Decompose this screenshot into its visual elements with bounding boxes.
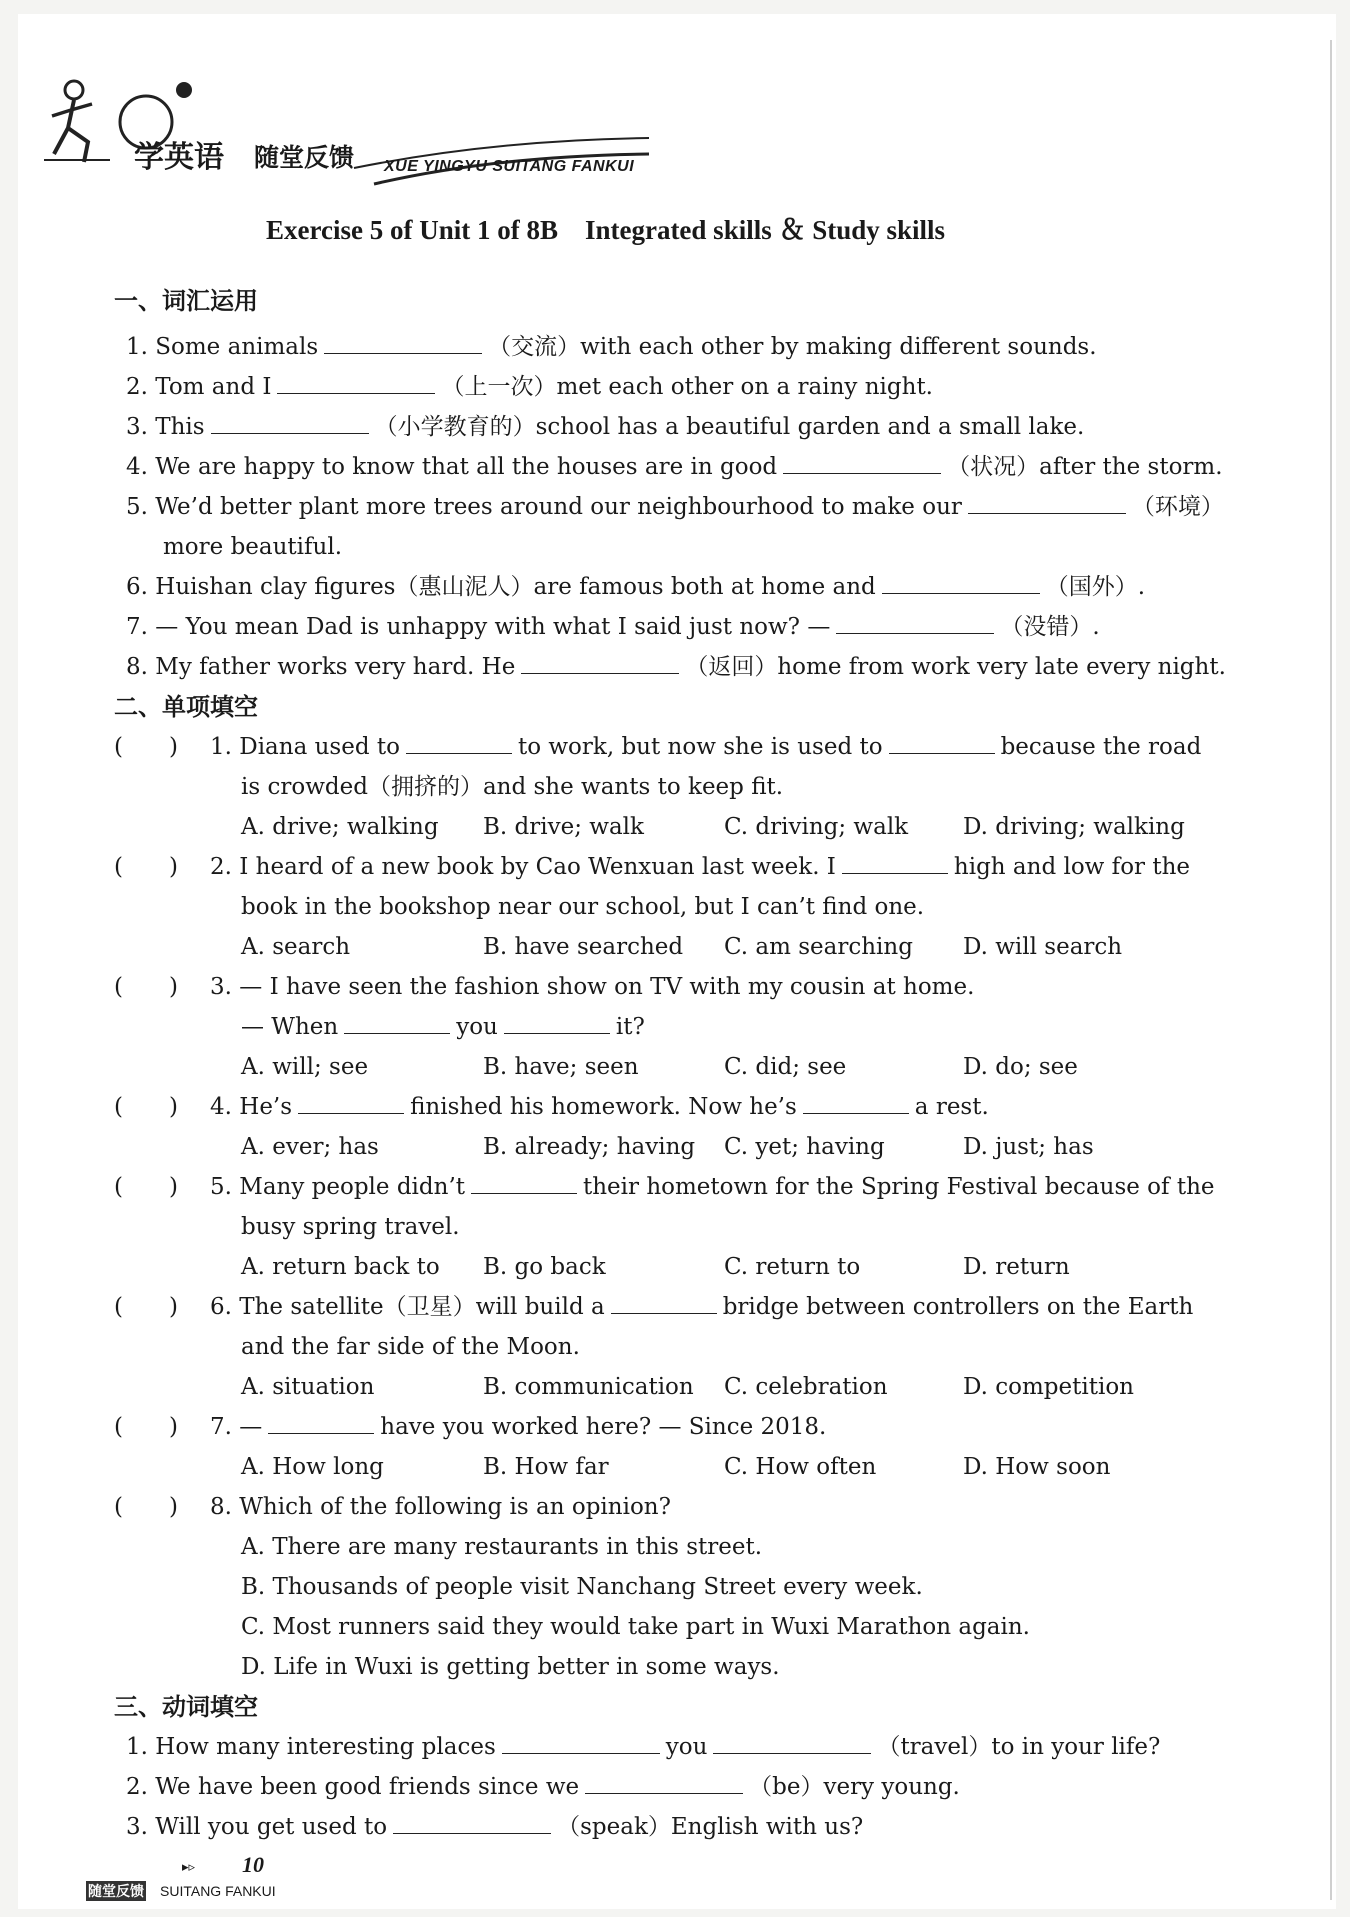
- vocab-item-2: 2. Tom and I （上一次）met each other on a rainy night.: [126, 367, 933, 407]
- answer-bracket[interactable]: ( ): [114, 974, 178, 1000]
- vocab-item-5-continued: more beautiful.: [163, 534, 343, 560]
- option-c[interactable]: C. driving; walk: [724, 814, 909, 840]
- option-c[interactable]: C. am searching: [724, 934, 913, 960]
- page-title: Exercise 5 of Unit 1 of 8B Integrated skills ＆ Study skills: [266, 215, 946, 245]
- choice-question-5-continued: busy spring travel.: [241, 1214, 460, 1240]
- arrow-right-icon: ▸▹: [182, 1860, 196, 1875]
- answer-bracket[interactable]: ( ): [114, 734, 178, 760]
- answer-blank[interactable]: [882, 571, 1040, 594]
- section-heading-vocabulary: 一、词汇运用: [114, 287, 258, 315]
- option-b[interactable]: B. go back: [483, 1254, 606, 1280]
- answer-blank[interactable]: [406, 731, 512, 754]
- option-b[interactable]: B. Thousands of people visit Nanchang Street every week.: [241, 1574, 923, 1600]
- verb-item-3: 3. Will you get used to （speak）English with us?: [126, 1807, 863, 1847]
- vocab-item-7: 7. — You mean Dad is unhappy with what I said just now? — （没错）.: [126, 607, 1100, 647]
- section-heading-verb-fill: 三、动词填空: [114, 1693, 258, 1721]
- choice-question-4: 4. He’s finished his homework. Now he’s a rest.: [210, 1087, 989, 1127]
- option-c[interactable]: C. yet; having: [724, 1134, 885, 1160]
- option-a[interactable]: A. will; see: [241, 1054, 369, 1080]
- option-c[interactable]: C. Most runners said they would take part in Wuxi Marathon again.: [241, 1614, 1030, 1640]
- answer-blank[interactable]: [268, 1411, 374, 1434]
- answer-blank[interactable]: [521, 651, 679, 674]
- answer-blank[interactable]: [611, 1291, 717, 1314]
- answer-blank[interactable]: [277, 371, 435, 394]
- vocab-item-3: 3. This （小学教育的）school has a beautiful garden and a small lake.: [126, 407, 1084, 447]
- option-b[interactable]: B. already; having: [483, 1134, 696, 1160]
- option-a[interactable]: A. ever; has: [241, 1134, 379, 1160]
- verb-item-1: 1. How many interesting places you （travel）to in your life?: [126, 1727, 1160, 1767]
- option-b[interactable]: B. communication: [483, 1374, 694, 1400]
- header-logo: [44, 76, 664, 186]
- option-d[interactable]: D. will search: [963, 934, 1123, 960]
- option-c[interactable]: C. did; see: [724, 1054, 847, 1080]
- option-d[interactable]: D. just; has: [963, 1134, 1094, 1160]
- choice-question-1: 1. Diana used to to work, but now she is used to because the road: [210, 727, 1201, 767]
- option-d[interactable]: D. How soon: [963, 1454, 1111, 1480]
- choice-question-2: 2. I heard of a new book by Cao Wenxuan last week. I high and low for the: [210, 847, 1190, 887]
- option-a[interactable]: A. drive; walking: [241, 814, 439, 840]
- choice-question-1-continued: is crowded（拥挤的）and she wants to keep fit.: [241, 774, 784, 800]
- answer-blank[interactable]: [502, 1731, 660, 1754]
- option-a[interactable]: A. return back to: [241, 1254, 440, 1280]
- vocab-item-1: 1. Some animals （交流）with each other by making different sounds.: [126, 327, 1097, 367]
- logo-chinese-subtitle: 随堂反馈: [254, 143, 355, 172]
- answer-blank[interactable]: [713, 1731, 871, 1754]
- option-a[interactable]: A. situation: [241, 1374, 375, 1400]
- logo-english: XUE YINGYU SUITANG FANKUI: [384, 158, 635, 175]
- vocab-item-4: 4. We are happy to know that all the houses are in good （状况）after the storm.: [126, 447, 1223, 487]
- answer-blank[interactable]: [471, 1171, 577, 1194]
- answer-blank[interactable]: [504, 1011, 610, 1034]
- answer-blank[interactable]: [968, 491, 1126, 514]
- option-c[interactable]: C. celebration: [724, 1374, 888, 1400]
- answer-bracket[interactable]: ( ): [114, 1414, 178, 1440]
- answer-bracket[interactable]: ( ): [114, 1174, 178, 1200]
- option-d[interactable]: D. competition: [963, 1374, 1134, 1400]
- choice-question-2-continued: book in the bookshop near our school, but I can’t find one.: [241, 894, 925, 920]
- answer-blank[interactable]: [344, 1011, 450, 1034]
- page-footer: [86, 1852, 346, 1904]
- vocab-item-5: 5. We’d better plant more trees around our neighbourhood to make our （环境）: [126, 487, 1224, 527]
- worksheet-page: [18, 14, 1336, 1909]
- answer-blank[interactable]: [324, 331, 482, 354]
- answer-blank[interactable]: [211, 411, 369, 434]
- option-d[interactable]: D. return: [963, 1254, 1070, 1280]
- choice-question-3: 3. — I have seen the fashion show on TV with my cousin at home.: [210, 974, 975, 1000]
- answer-blank[interactable]: [889, 731, 995, 754]
- option-c[interactable]: C. return to: [724, 1254, 861, 1280]
- answer-blank[interactable]: [836, 611, 994, 634]
- answer-bracket[interactable]: ( ): [114, 854, 178, 880]
- option-b[interactable]: B. How far: [483, 1454, 609, 1480]
- option-b[interactable]: B. have; seen: [483, 1054, 639, 1080]
- choice-question-7: 7. — have you worked here? — Since 2018.: [210, 1407, 826, 1447]
- page-number: 10: [242, 1852, 264, 1877]
- choice-question-3-continued: — When you it?: [241, 1007, 645, 1047]
- answer-blank[interactable]: [298, 1091, 404, 1114]
- option-a[interactable]: A. There are many restaurants in this street.: [241, 1534, 763, 1560]
- option-c[interactable]: C. How often: [724, 1454, 877, 1480]
- logo-chinese-title: 学英语: [134, 140, 224, 175]
- vocab-item-6: 6. Huishan clay figures（惠山泥人）are famous both at home and （国外）.: [126, 567, 1145, 607]
- answer-blank[interactable]: [803, 1091, 909, 1114]
- scan-edge: [1330, 40, 1332, 1900]
- answer-bracket[interactable]: ( ): [114, 1294, 178, 1320]
- answer-blank[interactable]: [585, 1771, 743, 1794]
- answer-blank[interactable]: [783, 451, 941, 474]
- vocab-item-8: 8. My father works very hard. He （返回）home from work very late every night.: [126, 647, 1226, 687]
- option-b[interactable]: B. have searched: [483, 934, 684, 960]
- verb-item-2: 2. We have been good friends since we （be）very young.: [126, 1767, 960, 1807]
- option-d[interactable]: D. Life in Wuxi is getting better in some ways.: [241, 1654, 780, 1680]
- answer-bracket[interactable]: ( ): [114, 1494, 178, 1520]
- footer-label-en: SUITANG FANKUI: [160, 1883, 276, 1899]
- answer-blank[interactable]: [393, 1811, 551, 1834]
- option-d[interactable]: D. do; see: [963, 1054, 1078, 1080]
- choice-question-6: 6. The satellite（卫星）will build a bridge between controllers on the Earth: [210, 1287, 1193, 1327]
- answer-blank[interactable]: [842, 851, 948, 874]
- choice-question-8: 8. Which of the following is an opinion?: [210, 1494, 671, 1520]
- option-b[interactable]: B. drive; walk: [483, 814, 644, 840]
- option-d[interactable]: D. driving; walking: [963, 814, 1185, 840]
- answer-bracket[interactable]: ( ): [114, 1094, 178, 1120]
- option-a[interactable]: A. How long: [241, 1454, 384, 1480]
- choice-question-6-continued: and the far side of the Moon.: [241, 1334, 580, 1360]
- footer-label-cn: 随堂反馈: [86, 1881, 146, 1901]
- choice-question-5: 5. Many people didn’t their hometown for the Spring Festival because of the: [210, 1167, 1215, 1207]
- section-heading-multiple-choice: 二、单项填空: [114, 693, 258, 721]
- option-a[interactable]: A. search: [241, 934, 351, 960]
